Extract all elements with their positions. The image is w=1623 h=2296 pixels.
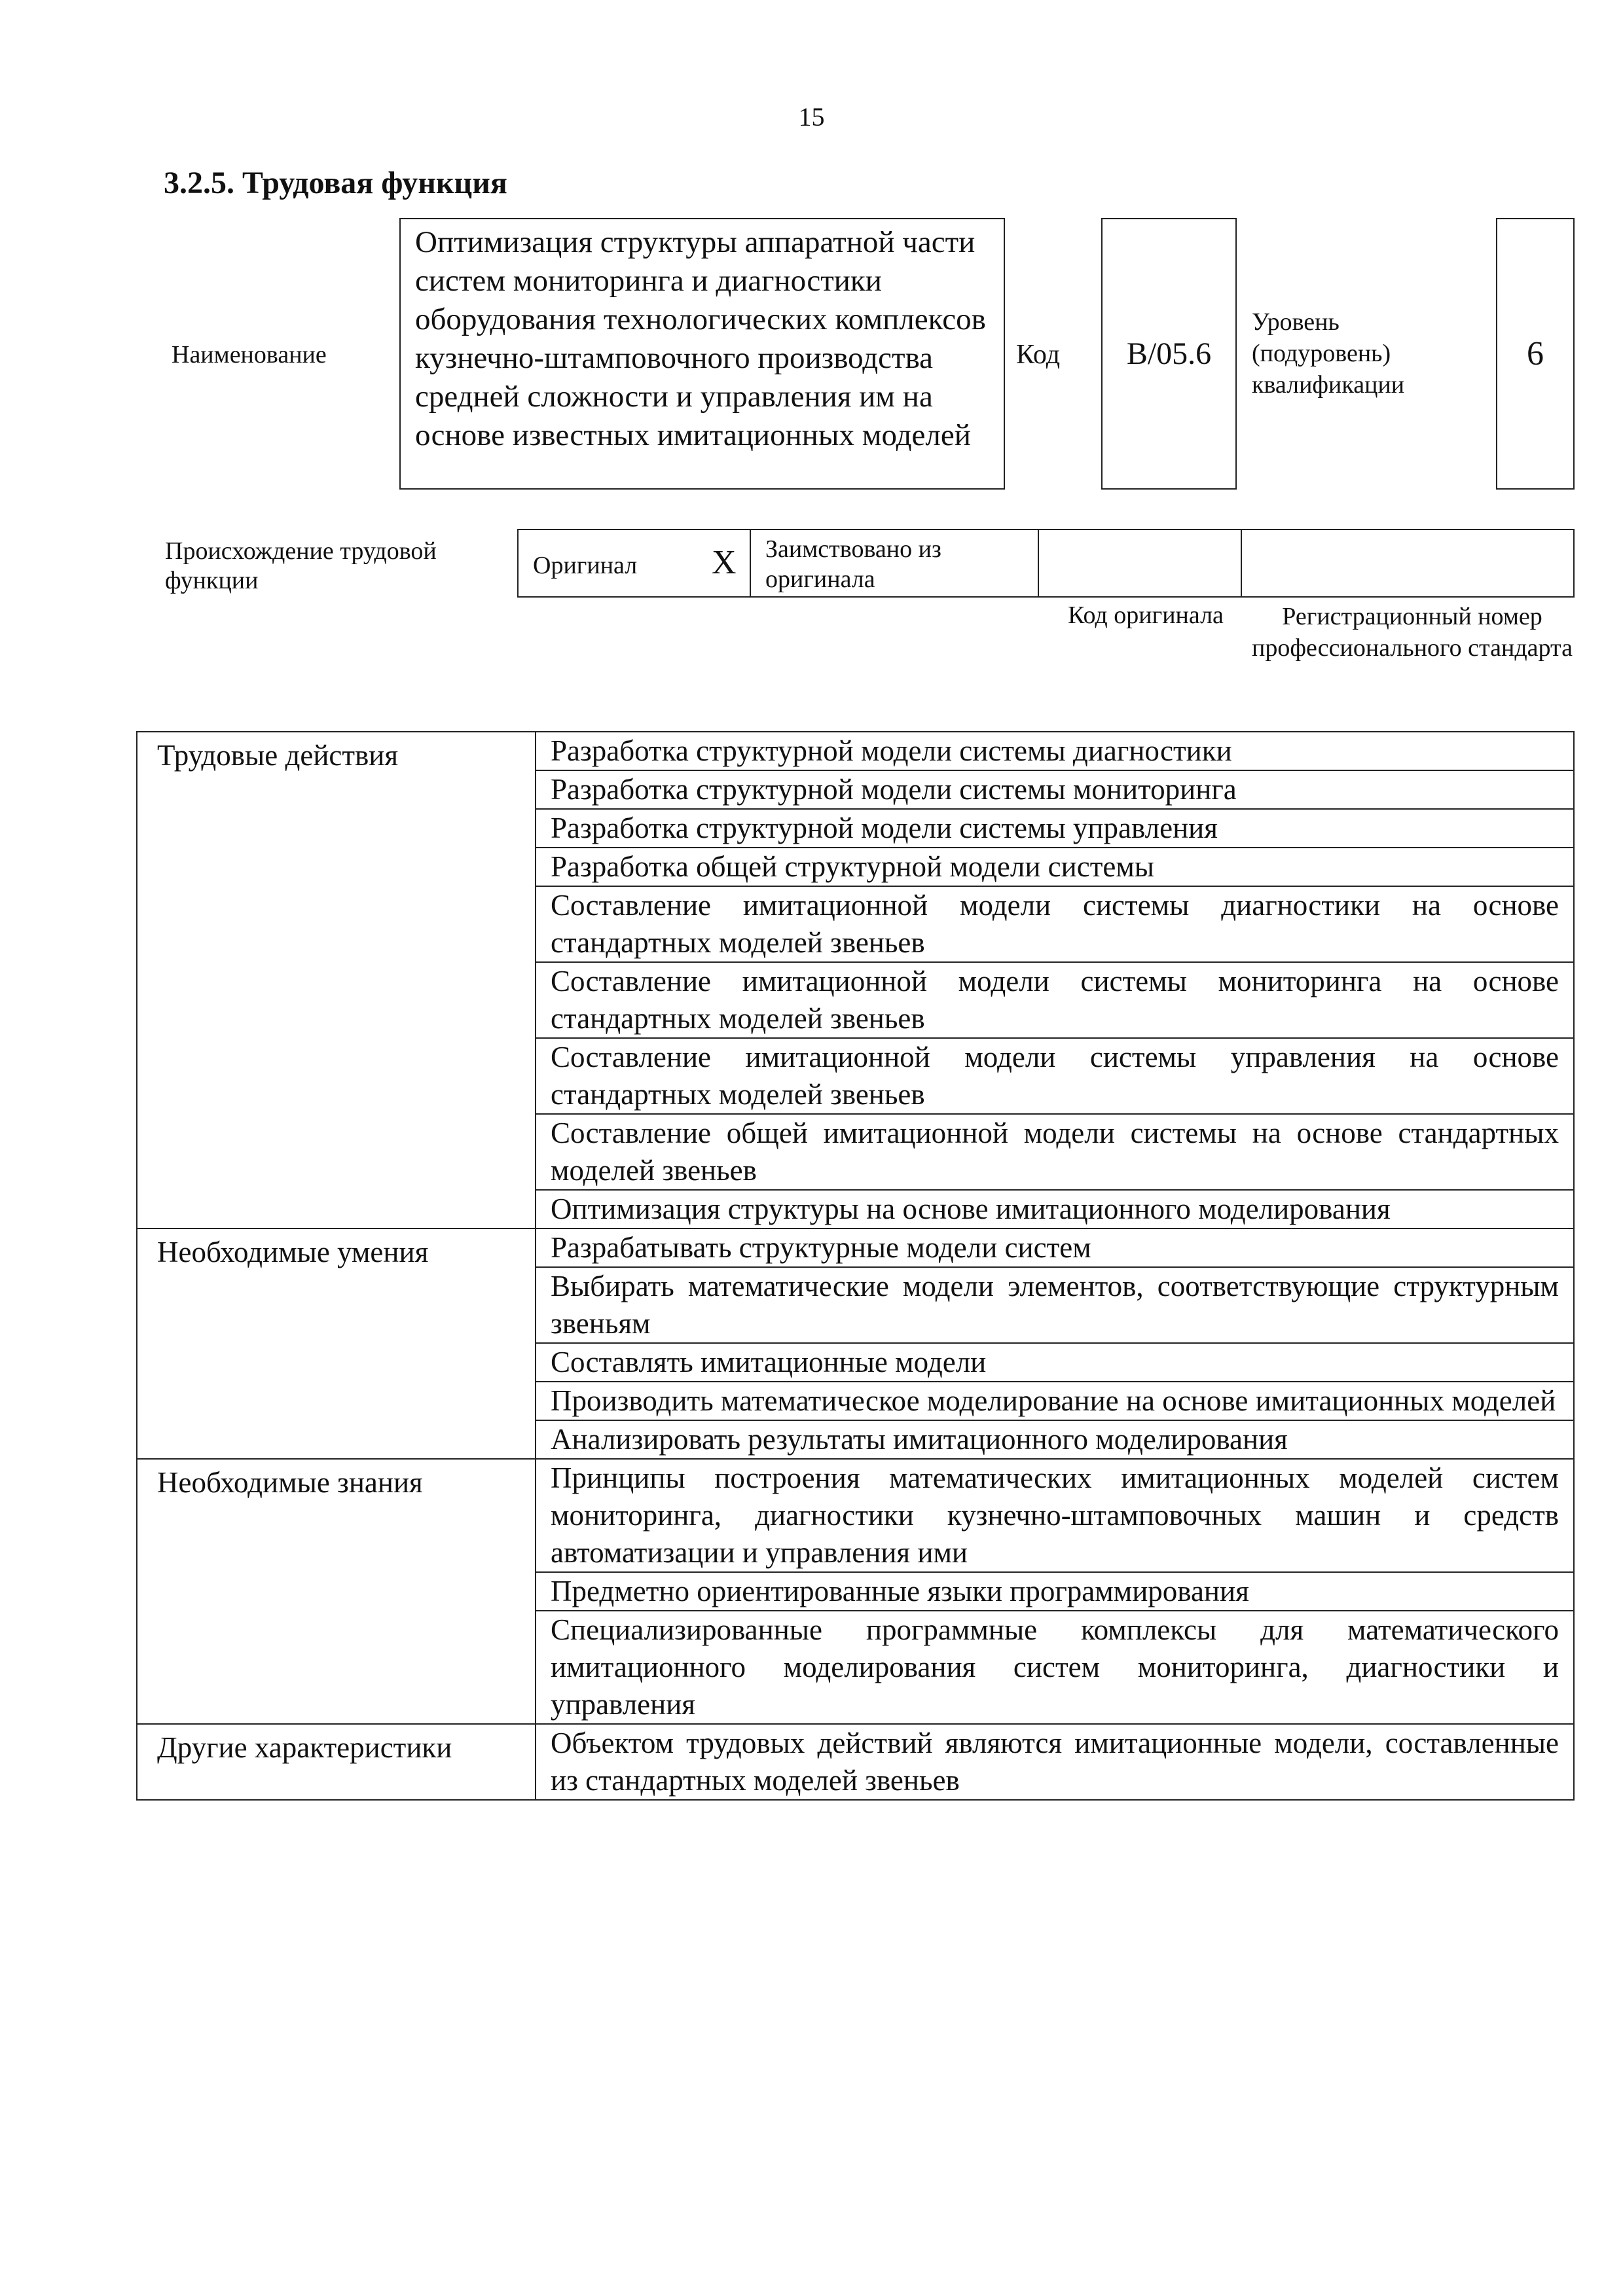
section-item: Разрабатывать структурные модели систем bbox=[536, 1229, 1574, 1267]
level-value: 6 bbox=[1527, 335, 1544, 372]
section-item: Разработка структурной модели системы диагностики bbox=[536, 732, 1574, 770]
section-title: Другие характеристики bbox=[137, 1724, 536, 1800]
section-item: Принципы построения математических имитационных моделей систем мониторинга, диагностики кузнечно-штамповочных машин и средств автоматизации и управления ими bbox=[536, 1459, 1574, 1572]
section-item: Выбирать математические модели элементов, соответствующие структурным звеньям bbox=[536, 1267, 1574, 1343]
table-row bbox=[137, 1724, 1574, 1800]
section-item: Разработка общей структурной модели системы bbox=[536, 848, 1574, 886]
page-number: 15 bbox=[798, 102, 825, 132]
section-title: Необходимые знания bbox=[137, 1459, 536, 1724]
section-title: Трудовые действия bbox=[137, 732, 536, 1229]
section-item: Составление имитационной модели системы управления на основе стандартных моделей звеньев bbox=[536, 1038, 1574, 1114]
code-label: Код bbox=[1016, 340, 1061, 370]
section-heading: 3.2.5. Трудовая функция bbox=[164, 166, 507, 200]
section-item: Анализировать результаты имитационного моделирования bbox=[536, 1420, 1574, 1459]
function-name-box bbox=[399, 218, 1005, 490]
section-item: Разработка структурной модели системы управления bbox=[536, 809, 1574, 848]
original-code-caption: Код оригинала bbox=[1068, 601, 1224, 629]
level-box bbox=[1496, 218, 1575, 490]
origin-registration-cell bbox=[1242, 530, 1573, 596]
origin-original-cell bbox=[519, 530, 751, 596]
code-value: B/05.6 bbox=[1126, 336, 1212, 371]
code-box bbox=[1101, 218, 1237, 490]
origin-borrowed-label: Заимствовано из оригинала bbox=[765, 535, 941, 593]
section-item: Составлять имитационные модели bbox=[536, 1343, 1574, 1382]
origin-label: Происхождение трудовой функции bbox=[165, 537, 437, 594]
origin-code-cell bbox=[1039, 530, 1242, 596]
section-item: Специализированные программные комплексы для математического имитационного моделирования систем мониторинга, диагностики и управления bbox=[536, 1611, 1574, 1724]
origin-original-mark: X bbox=[712, 544, 737, 581]
origin-original-label: Оригинал bbox=[533, 552, 638, 579]
section-item: Составление общей имитационной модели системы на основе стандартных моделей звеньев bbox=[536, 1114, 1574, 1190]
section-item: Производить математическое моделирование на основе имитационных моделей bbox=[536, 1382, 1574, 1420]
section-item: Предметно ориентированные языки программирования bbox=[536, 1572, 1574, 1611]
registration-number-caption: Регистрационный номер профессионального стандарта bbox=[1252, 603, 1573, 662]
section-item: Составление имитационной модели системы мониторинга на основе стандартных моделей звеньев bbox=[536, 962, 1574, 1038]
section-item: Объектом трудовых действий являются имитационные модели, составленные из стандартных моделей звеньев bbox=[536, 1724, 1574, 1800]
table-row bbox=[137, 732, 1574, 770]
level-label: Уровень (подуровень) квалификации bbox=[1252, 308, 1405, 399]
function-name-text: Оптимизация структуры аппаратной части систем мониторинга и диагностики оборудования технологических комплексов кузнечно-штамповочного производства средней сложности и управления им на основе известных имитационных моделей bbox=[415, 225, 986, 452]
section-item: Составление имитационной модели системы диагностики на основе стандартных моделей звеньев bbox=[536, 886, 1574, 962]
section-item: Разработка структурной модели системы мониторинга bbox=[536, 770, 1574, 809]
origin-borrowed-cell bbox=[751, 530, 1039, 596]
section-title: Необходимые умения bbox=[137, 1229, 536, 1459]
table-row bbox=[137, 1229, 1574, 1267]
origin-strip bbox=[517, 529, 1575, 598]
table-row bbox=[137, 1459, 1574, 1572]
function-details-table bbox=[136, 731, 1575, 1801]
function-details-body bbox=[137, 732, 1574, 1800]
section-item: Оптимизация структуры на основе имитационного моделирования bbox=[536, 1190, 1574, 1229]
name-label: Наименование bbox=[172, 341, 327, 368]
